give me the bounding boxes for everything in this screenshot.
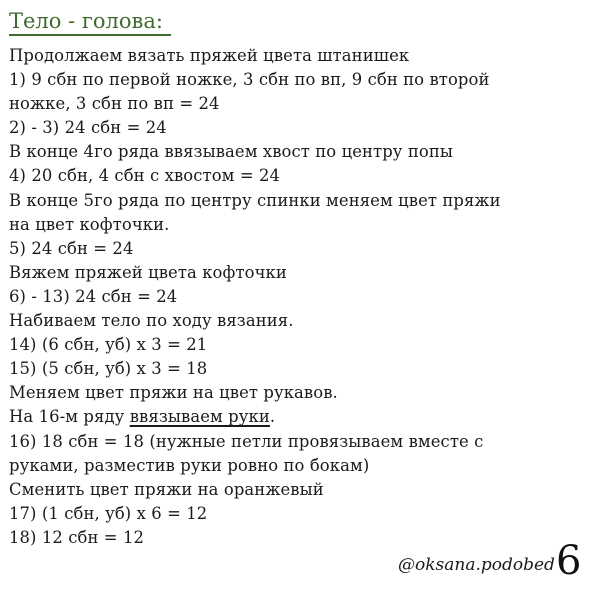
text-line: В конце 5го ряда по центру спинки меняем цвет пряжи [9,190,501,210]
page-number: 6 [556,538,582,584]
text-line: 17) (1 сбн, уб) х 6 = 12 [9,503,208,523]
title-underline [9,34,171,36]
row16-before: На 16-м ряду [9,407,130,427]
text-line: 16) 18 сбн = 18 (нужные петли провязываем вместе с [9,431,484,451]
text-line: 6) - 13) 24 сбн = 24 [9,286,178,306]
text-line: Меняем цвет пряжи на цвет рукавов. [9,383,338,403]
text-line: 14) (6 сбн, уб) х 3 = 21 [9,335,208,355]
text-line: 4) 20 сбн, 4 сбн с хвостом = 24 [9,166,281,186]
section-title: Тело - голова: [9,9,163,33]
text-line: Сменить цвет пряжи на оранжевый [9,479,324,499]
instructions-text [9,44,594,550]
underlined-phrase: ввязываем руки [129,407,270,427]
text-line: Вяжем пряжей цвета кофточки [9,262,287,282]
text-line: В конце 4го ряда ввязываем хвост по центру попы [9,142,454,162]
text-line: 15) (5 сбн, уб) х 3 = 18 [9,359,208,379]
text-line: Набиваем тело по ходу вязания. [9,311,294,331]
author-signature: @oksana.podobed [398,555,555,575]
text-line: 5) 24 сбн = 24 [9,238,134,258]
text-line-row16 [9,405,594,429]
text-line: на цвет кофточки. [9,214,170,234]
text-line: руками, разместив руки ровно по бокам) [9,455,370,475]
text-line: Продолжаем вязать пряжей цвета штанишек [9,46,410,65]
text-line: ножке, 3 сбн по вп = 24 [9,94,220,114]
text-line: 2) - 3) 24 сбн = 24 [9,118,167,138]
text-line: 1) 9 сбн по первой ножке, 3 сбн по вп, 9 сбн по второй [9,70,490,90]
row16-after: . [269,407,276,427]
text-line: 18) 12 сбн = 12 [9,527,145,547]
